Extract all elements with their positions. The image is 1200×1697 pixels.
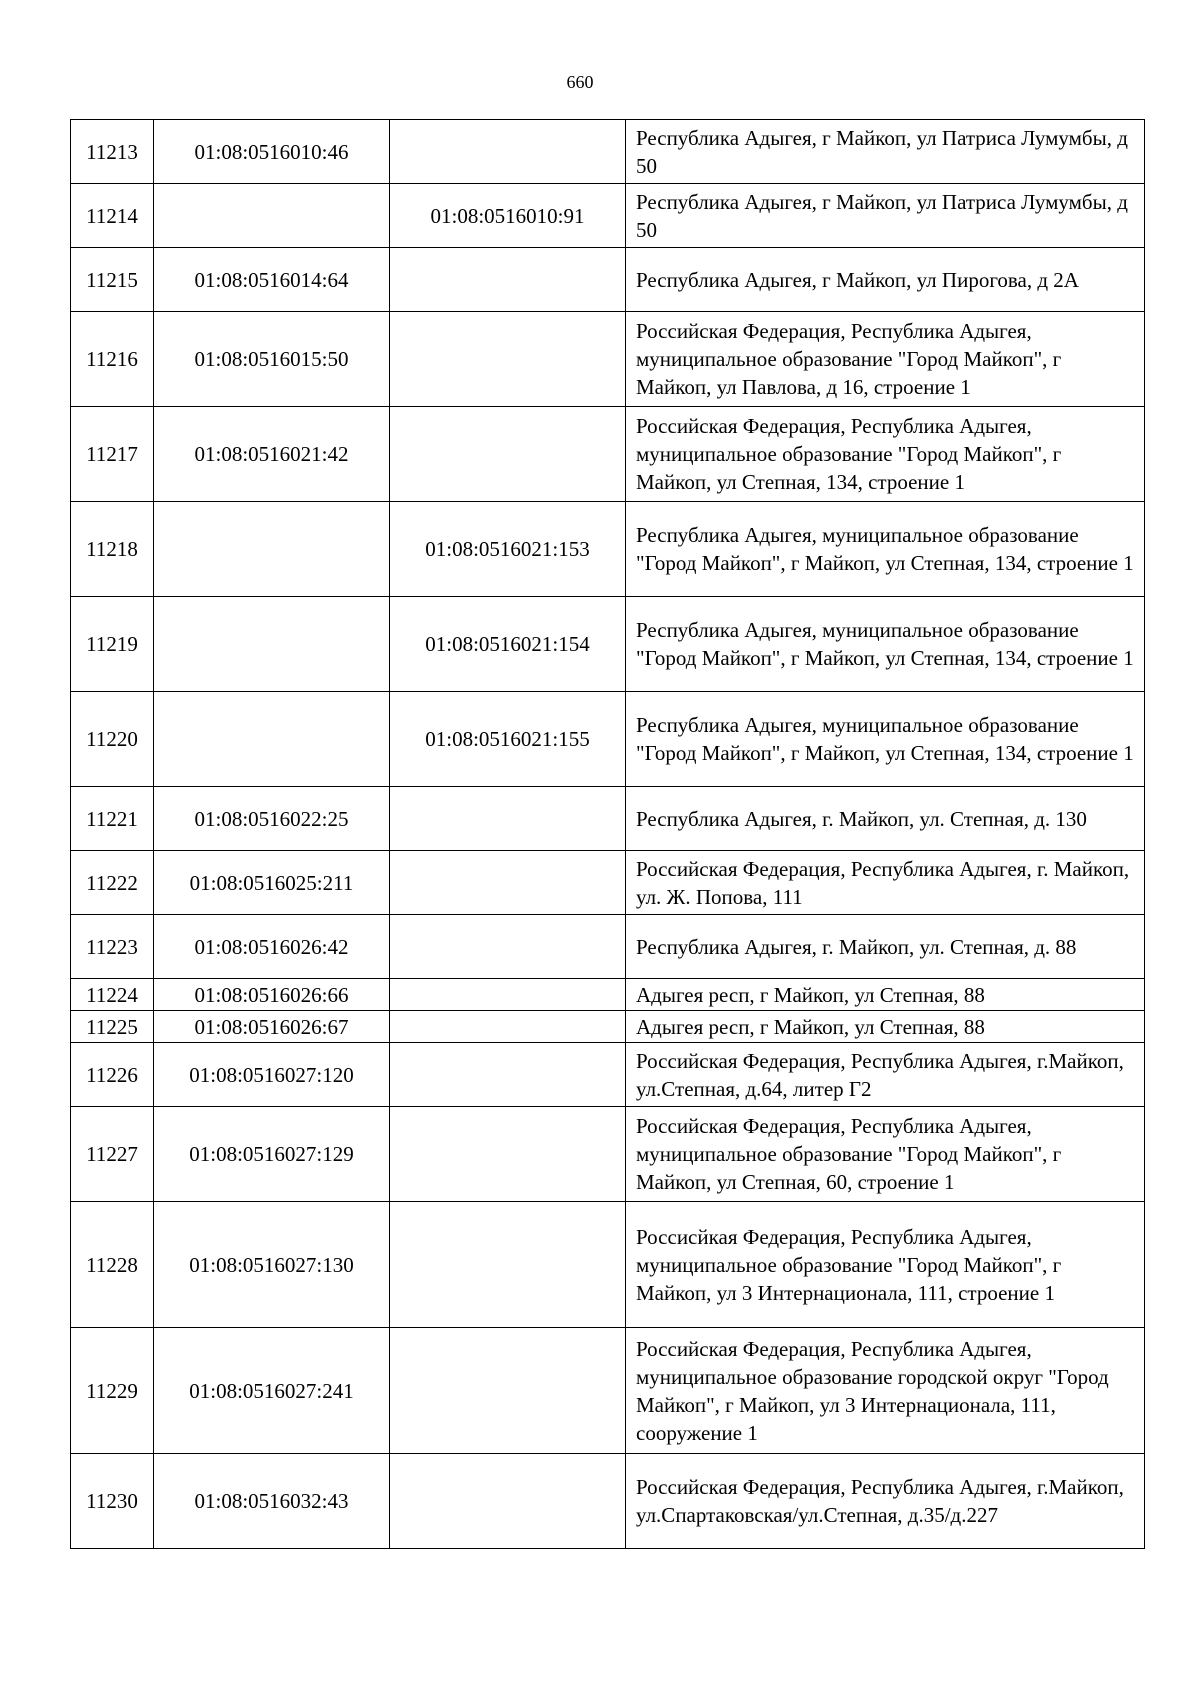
cadastral-number-object xyxy=(390,787,626,851)
table-row xyxy=(71,692,1145,787)
table-row xyxy=(71,184,1145,248)
page-number: 660 xyxy=(566,72,594,92)
row-number: 11214 xyxy=(71,184,154,248)
cadastral-number-object xyxy=(390,1202,626,1328)
address: Республика Адыгея, г Майкоп, ул Пирогова, д 2А xyxy=(626,248,1145,312)
address: Российская Федерация, Республика Адыгея, г.Майкоп, ул.Степная, д.64, литер Г2 xyxy=(626,1043,1145,1107)
cadastral-number-object xyxy=(390,1011,626,1043)
cadastral-number-object xyxy=(390,979,626,1011)
cadastral-number-land: 01:08:0516027:120 xyxy=(154,1043,390,1107)
row-number: 11220 xyxy=(71,692,154,787)
cadastral-number-land: 01:08:0516021:42 xyxy=(154,407,390,502)
table-row xyxy=(71,248,1145,312)
cadastral-number-land: 01:08:0516014:64 xyxy=(154,248,390,312)
table-row xyxy=(71,1043,1145,1107)
row-number: 11218 xyxy=(71,502,154,597)
address: Российская Федерация, Республика Адыгея, муниципальное образование "Город Майкоп", г Майкоп, ул Степная, 134, строение 1 xyxy=(626,407,1145,502)
cadastral-number-land: 01:08:0516025:211 xyxy=(154,851,390,915)
address: Республика Адыгея, г Майкоп, ул Патриса Лумумбы, д 50 xyxy=(626,120,1145,184)
cadastral-number-land xyxy=(154,692,390,787)
address: Россисйкая Федерация, Республика Адыгея, муниципальное образование "Город Майкоп", г Майкоп, ул 3 Интернационала, 111, строение 1 xyxy=(626,1202,1145,1328)
row-number: 11226 xyxy=(71,1043,154,1107)
cadastral-number-object xyxy=(390,1043,626,1107)
table-row xyxy=(71,979,1145,1011)
row-number: 11229 xyxy=(71,1328,154,1454)
table-row xyxy=(71,502,1145,597)
cadastral-number-object: 01:08:0516010:91 xyxy=(390,184,626,248)
address: Российская Федерация, Республика Адыгея, муниципальное образование "Город Майкоп", г Майкоп, ул Павлова, д 16, строение 1 xyxy=(626,312,1145,407)
address: Республика Адыгея, муниципальное образование "Город Майкоп", г Майкоп, ул Степная, 134, строение 1 xyxy=(626,502,1145,597)
cadastral-number-land: 01:08:0516032:43 xyxy=(154,1454,390,1549)
cadastral-number-object xyxy=(390,851,626,915)
row-number: 11224 xyxy=(71,979,154,1011)
cadastral-number-land: 01:08:0516027:241 xyxy=(154,1328,390,1454)
cadastral-number-object xyxy=(390,120,626,184)
address: Адыгея респ, г Майкоп, ул Степная, 88 xyxy=(626,979,1145,1011)
address: Российская Федерация, Республика Адыгея, муниципальное образование городской округ "Город Майкоп", г Майкоп, ул 3 Интернационала, 111, сооружение 1 xyxy=(626,1328,1145,1454)
cadastral-number-land: 01:08:0516026:67 xyxy=(154,1011,390,1043)
address: Республика Адыгея, г Майкоп, ул Патриса Лумумбы, д 50 xyxy=(626,184,1145,248)
table-row xyxy=(71,1011,1145,1043)
cadastral-number-object xyxy=(390,1328,626,1454)
row-number: 11227 xyxy=(71,1107,154,1202)
row-number: 11222 xyxy=(71,851,154,915)
cadastral-number-object: 01:08:0516021:155 xyxy=(390,692,626,787)
cadastral-number-land: 01:08:0516015:50 xyxy=(154,312,390,407)
address: Республика Адыгея, муниципальное образование "Город Майкоп", г Майкоп, ул Степная, 134, строение 1 xyxy=(626,692,1145,787)
cadastral-number-land: 01:08:0516026:66 xyxy=(154,979,390,1011)
row-number: 11221 xyxy=(71,787,154,851)
row-number: 11228 xyxy=(71,1202,154,1328)
cadastral-number-land xyxy=(154,184,390,248)
table-row xyxy=(71,1202,1145,1328)
cadastral-number-land: 01:08:0516010:46 xyxy=(154,120,390,184)
table-row xyxy=(71,787,1145,851)
address: Российская Федерация, Республика Адыгея, муниципальное образование "Город Майкоп", г Майкоп, ул Степная, 60, строение 1 xyxy=(626,1107,1145,1202)
address: Республика Адыгея, г. Майкоп, ул. Степная, д. 88 xyxy=(626,915,1145,979)
cadastral-number-land xyxy=(154,502,390,597)
address: Российская Федерация, Республика Адыгея, г.Майкоп, ул.Спартаковская/ул.Степная, д.35/д.227 xyxy=(626,1454,1145,1549)
table-row xyxy=(71,407,1145,502)
cadastral-number-object: 01:08:0516021:153 xyxy=(390,502,626,597)
row-number: 11215 xyxy=(71,248,154,312)
cadastral-number-object xyxy=(390,248,626,312)
cadastral-number-object xyxy=(390,1454,626,1549)
row-number: 11213 xyxy=(71,120,154,184)
address: Республика Адыгея, г. Майкоп, ул. Степная, д. 130 xyxy=(626,787,1145,851)
address: Российская Федерация, Республика Адыгея, г. Майкоп, ул. Ж. Попова, 111 xyxy=(626,851,1145,915)
table-row xyxy=(71,851,1145,915)
cadastral-number-object: 01:08:0516021:154 xyxy=(390,597,626,692)
cadastral-number-object xyxy=(390,407,626,502)
cadastral-number-land xyxy=(154,597,390,692)
table-row xyxy=(71,1328,1145,1454)
cadastral-number-land: 01:08:0516026:42 xyxy=(154,915,390,979)
address: Адыгея респ, г Майкоп, ул Степная, 88 xyxy=(626,1011,1145,1043)
row-number: 11223 xyxy=(71,915,154,979)
table-row xyxy=(71,915,1145,979)
cadastral-number-land: 01:08:0516022:25 xyxy=(154,787,390,851)
row-number: 11219 xyxy=(71,597,154,692)
row-number: 11230 xyxy=(71,1454,154,1549)
row-number: 11225 xyxy=(71,1011,154,1043)
address: Республика Адыгея, муниципальное образование "Город Майкоп", г Майкоп, ул Степная, 134, строение 1 xyxy=(626,597,1145,692)
table-row xyxy=(71,1454,1145,1549)
cadastral-number-object xyxy=(390,915,626,979)
row-number: 11217 xyxy=(71,407,154,502)
table-row xyxy=(71,1107,1145,1202)
cadastral-number-object xyxy=(390,1107,626,1202)
registry-table xyxy=(70,119,1145,1549)
cadastral-number-land: 01:08:0516027:130 xyxy=(154,1202,390,1328)
cadastral-number-object xyxy=(390,312,626,407)
table-row xyxy=(71,597,1145,692)
table-row xyxy=(71,120,1145,184)
table-row xyxy=(71,312,1145,407)
row-number: 11216 xyxy=(71,312,154,407)
cadastral-number-land: 01:08:0516027:129 xyxy=(154,1107,390,1202)
